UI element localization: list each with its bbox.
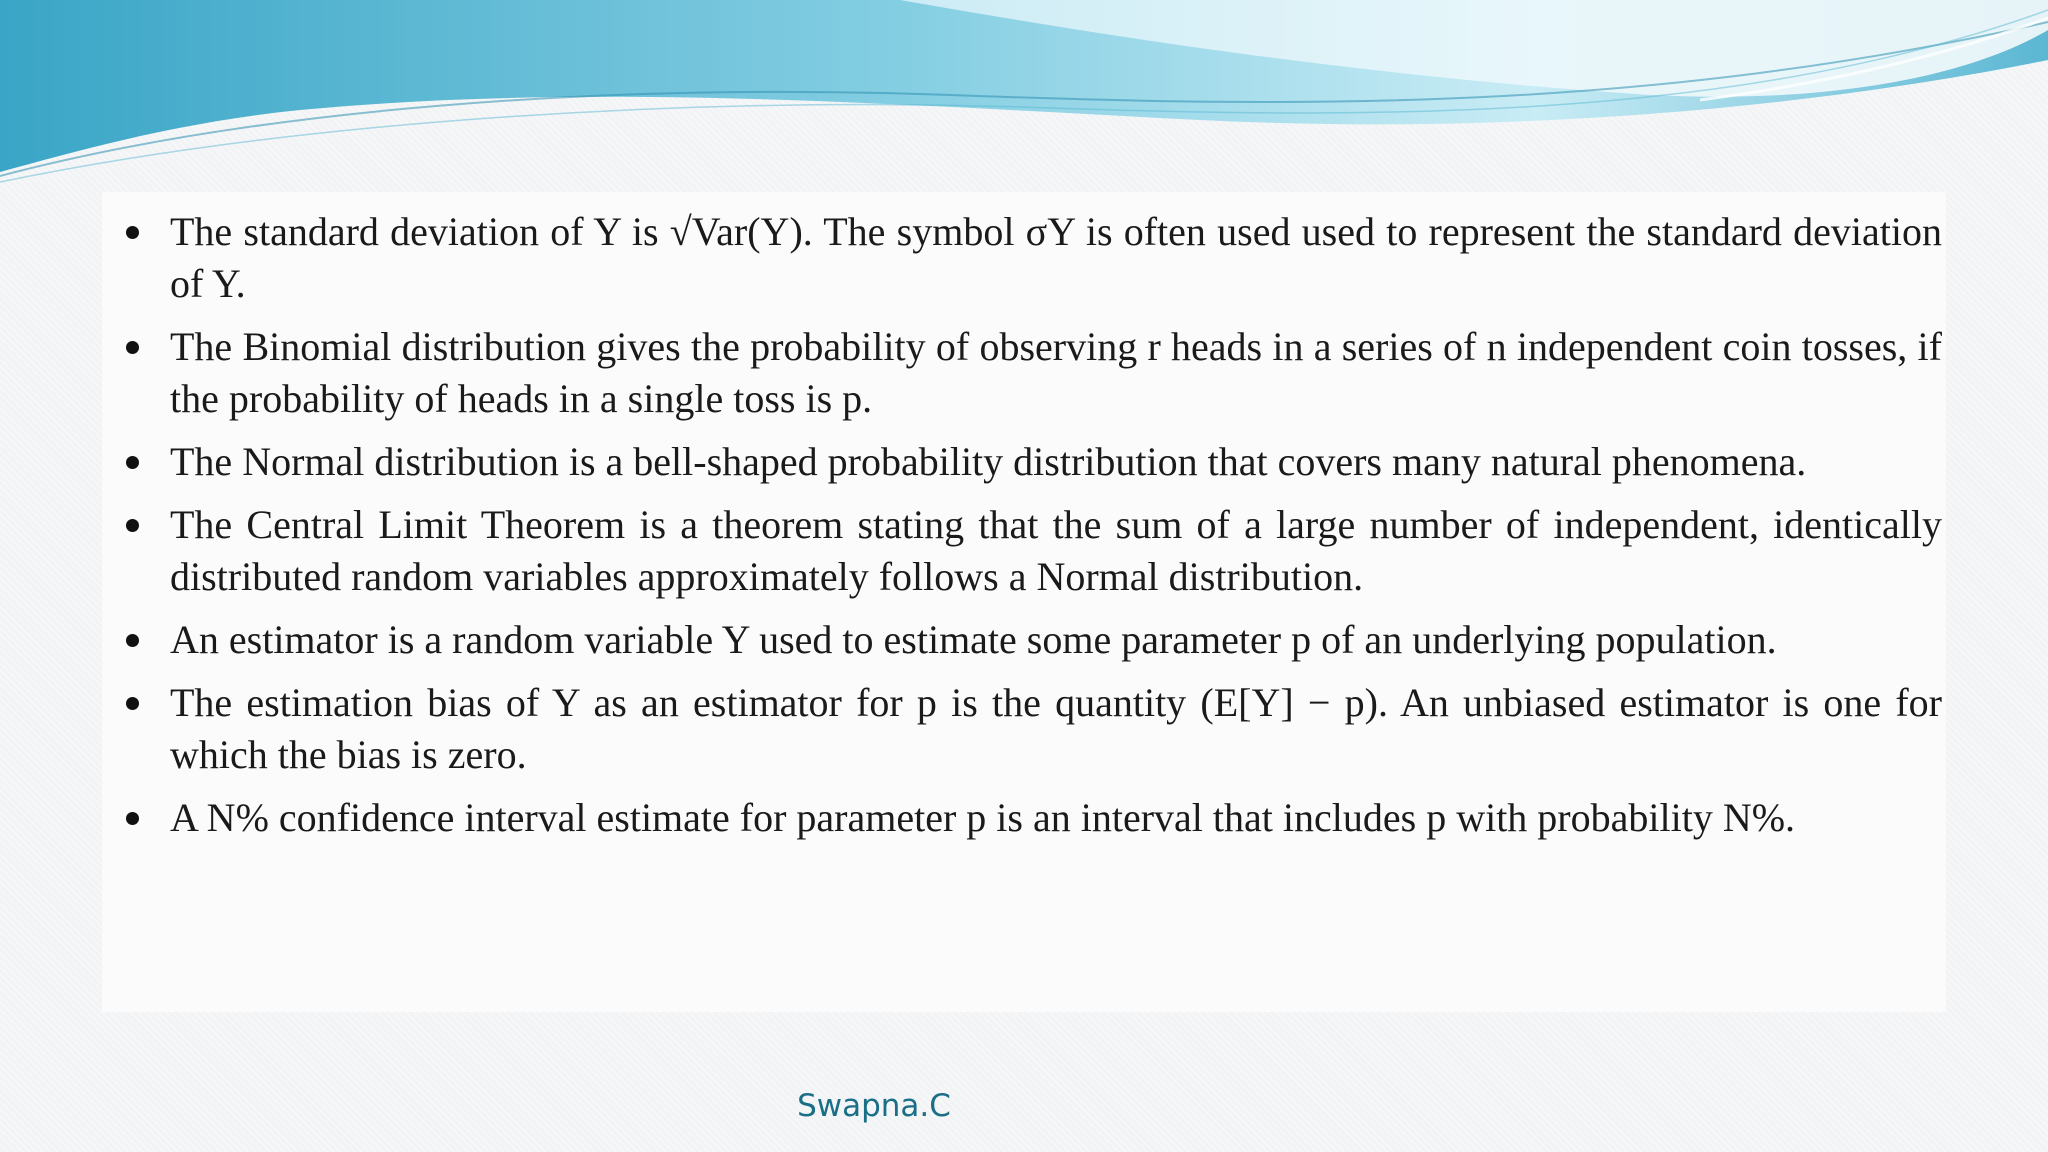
bullet-dot-icon xyxy=(126,226,139,239)
bullet-dot-icon xyxy=(126,341,139,354)
bullet-text: The estimation bias of Y as an estimator for p is the quantity (E[Y] − p). An unbiased estimator is one for which the bias is zero. xyxy=(170,680,1942,777)
bullet-text: The Central Limit Theorem is a theorem stating that the sum of a large number of independent, identically distributed random variables approximately follows a Normal distribution. xyxy=(170,502,1942,599)
bullet-binomial-distribution xyxy=(120,321,1942,425)
bullet-dot-icon xyxy=(126,519,139,532)
bullet-text: A N% confidence interval estimate for parameter p is an interval that includes p with probability N%. xyxy=(170,795,1796,840)
bullet-estimator xyxy=(120,614,1942,666)
bullet-central-limit-theorem xyxy=(120,499,1942,603)
footer-author: Swapna.C xyxy=(797,1088,951,1124)
bullet-text: The Normal distribution is a bell-shaped probability distribution that covers many natural phenomena. xyxy=(170,439,1807,484)
bullet-normal-distribution xyxy=(120,436,1942,488)
bullet-estimation-bias xyxy=(120,677,1942,781)
bullet-list xyxy=(120,206,1942,855)
bullet-text: The Binomial distribution gives the probability of observing r heads in a series of n independent coin tosses, if the probability of heads in a single toss is p. xyxy=(170,324,1942,421)
bullet-dot-icon xyxy=(126,634,139,647)
bullet-dot-icon xyxy=(126,456,139,469)
header-wave-decoration xyxy=(0,0,2048,200)
bullet-dot-icon xyxy=(126,812,139,825)
bullet-text: The standard deviation of Y is √Var(Y). The symbol σY is often used used to represent the standard deviation of Y. xyxy=(170,209,1942,306)
bullet-standard-deviation xyxy=(120,206,1942,310)
bullet-confidence-interval xyxy=(120,792,1942,844)
bullet-text: An estimator is a random variable Y used to estimate some parameter p of an underlying population. xyxy=(170,617,1777,662)
bullet-dot-icon xyxy=(126,697,139,710)
